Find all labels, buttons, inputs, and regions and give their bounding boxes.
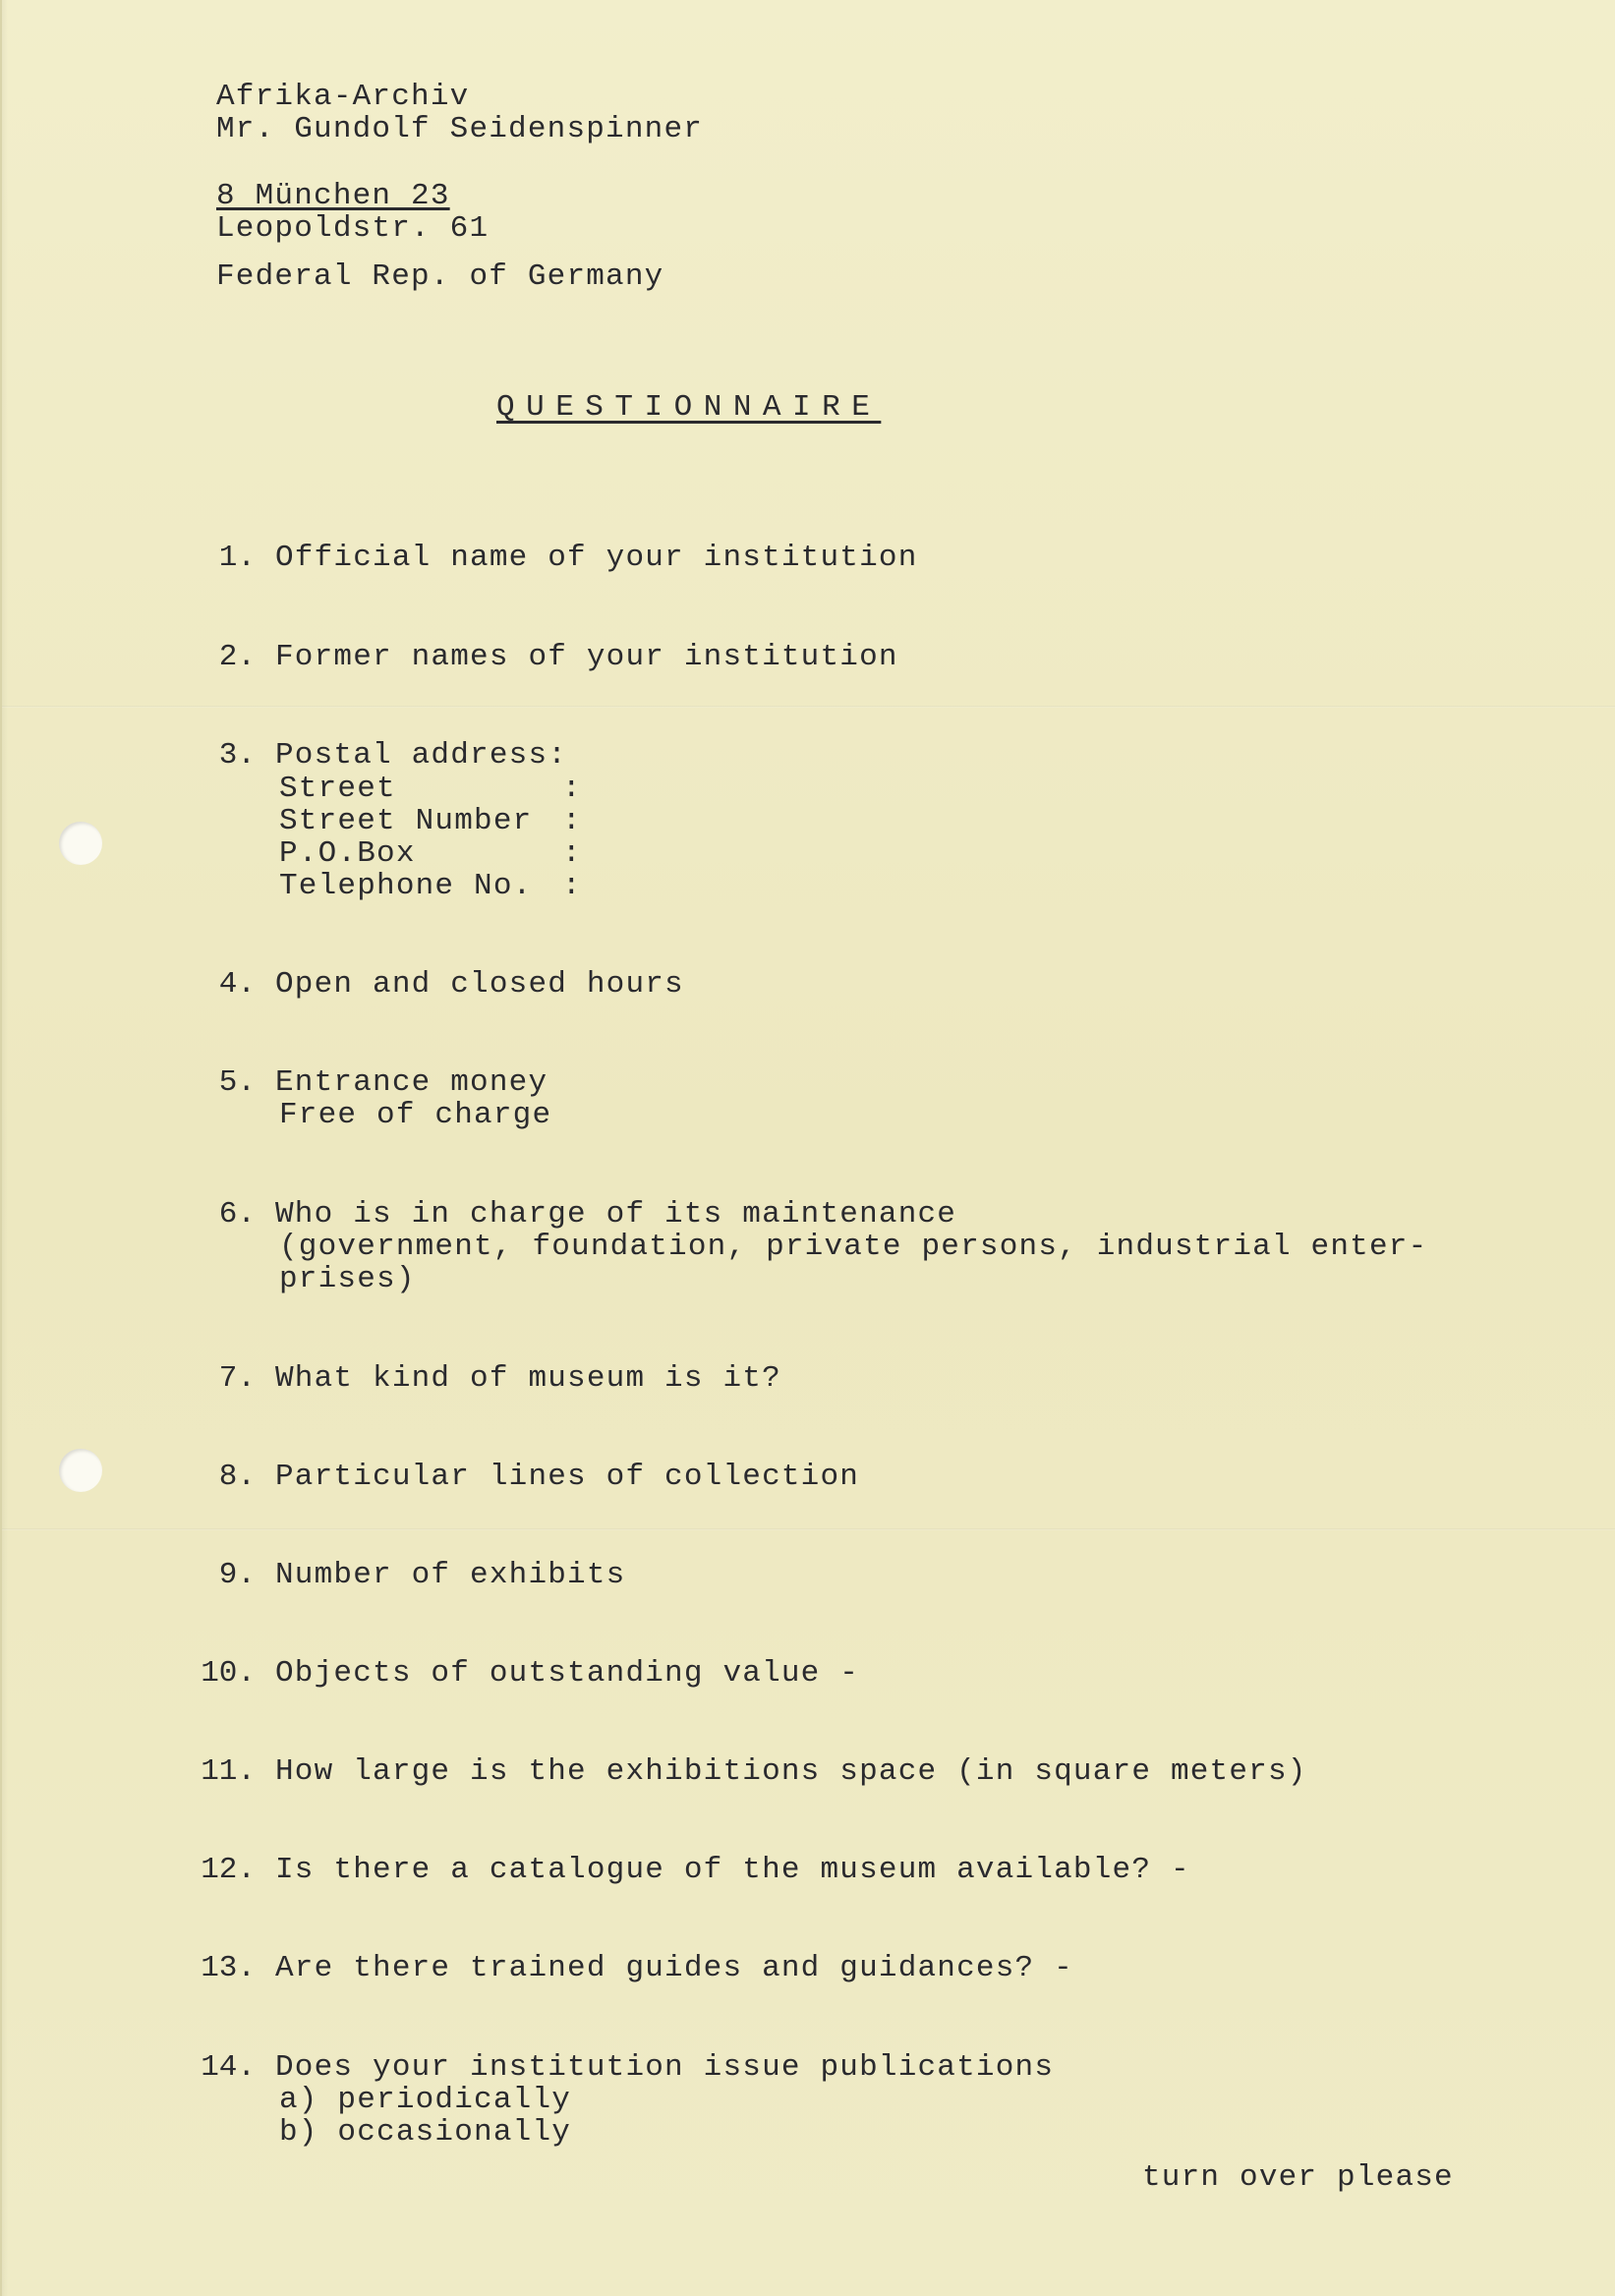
- question-text: Who is in charge of its maintenance: [275, 1197, 957, 1232]
- question-text: Open and closed hours: [275, 967, 684, 1002]
- question-number: 2.: [218, 640, 256, 674]
- paper-fold: [2, 1528, 1615, 1530]
- question-number: 1.: [218, 541, 256, 575]
- sender-country: Federal Rep. of Germany: [216, 259, 664, 294]
- sub-item: Street Number: [279, 804, 533, 838]
- sender-city: 8 München 23: [216, 179, 450, 213]
- question-number: 7.: [218, 1361, 256, 1396]
- sub-item: a) periodically: [279, 2083, 572, 2117]
- question-text: How large is the exhibitions space (in square meters): [275, 1754, 1307, 1789]
- question-text: Official name of your institution: [275, 541, 918, 575]
- question-number: 12.: [201, 1853, 256, 1887]
- sender-contact: Mr. Gundolf Seidenspinner: [216, 112, 704, 146]
- punch-hole: [59, 822, 102, 865]
- sender-street: Leopoldstr. 61: [216, 211, 490, 246]
- page-title: QUESTIONNAIRE: [496, 390, 882, 425]
- sub-item: Free of charge: [279, 1098, 552, 1132]
- question-text: Objects of outstanding value -: [275, 1656, 860, 1691]
- question-text: Former names of your institution: [275, 640, 898, 674]
- sub-item: (government, foundation, private persons, industrial enter-: [279, 1230, 1428, 1264]
- colon: :: [562, 804, 581, 838]
- sub-item: b) occasionally: [279, 2115, 572, 2150]
- question-number: 10.: [201, 1656, 256, 1691]
- question-number: 14.: [201, 2050, 256, 2085]
- question-text: Does your institution issue publications: [275, 2050, 1055, 2085]
- colon: :: [562, 836, 581, 871]
- turn-over-note: turn over please: [1142, 2160, 1454, 2195]
- question-text: Entrance money: [275, 1065, 548, 1100]
- sub-item: P.O.Box: [279, 836, 416, 871]
- paper-fold: [2, 706, 1615, 708]
- colon: :: [562, 869, 581, 903]
- question-text: Postal address:: [275, 738, 568, 773]
- question-number: 9.: [218, 1558, 256, 1592]
- question-text: Is there a catalogue of the museum available? -: [275, 1853, 1190, 1887]
- question-number: 6.: [218, 1197, 256, 1232]
- question-number: 3.: [218, 738, 256, 773]
- question-number: 11.: [201, 1754, 256, 1789]
- sender-name: Afrika-Archiv: [216, 80, 470, 114]
- sub-item: Street: [279, 772, 396, 806]
- question-text: Particular lines of collection: [275, 1460, 860, 1494]
- colon: :: [562, 772, 581, 806]
- question-number: 4.: [218, 967, 256, 1002]
- question-text: Number of exhibits: [275, 1558, 626, 1592]
- question-number: 13.: [201, 1951, 256, 1985]
- punch-hole: [59, 1449, 102, 1492]
- sub-item: prises): [279, 1262, 416, 1296]
- question-text: What kind of museum is it?: [275, 1361, 781, 1396]
- question-text: Are there trained guides and guidances? -: [275, 1951, 1073, 1985]
- sub-item: Telephone No.: [279, 869, 533, 903]
- question-number: 5.: [218, 1065, 256, 1100]
- question-number: 8.: [218, 1460, 256, 1494]
